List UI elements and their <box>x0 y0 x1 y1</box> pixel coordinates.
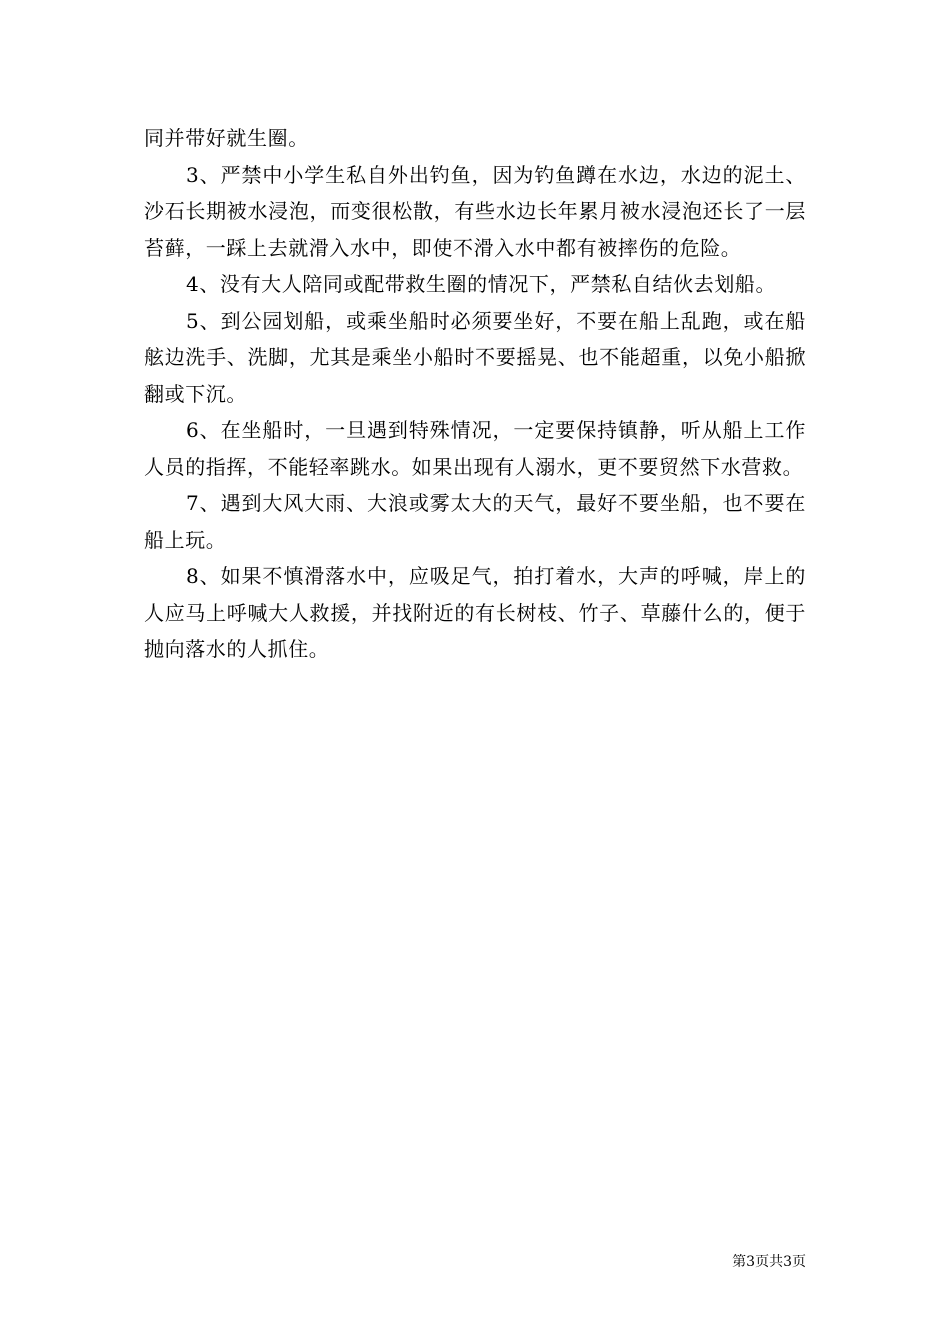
paragraph-item-8: 8、如果不慎滑落水中，应吸足气，拍打着水，大声的呼喊，岸上的人应马上呼喊大人救援，并找附近的有长树枝、竹子、草藤什么的，便于抛向落水的人抓住。 <box>144 564 806 661</box>
page-footer <box>732 1254 806 1270</box>
paragraph-continuation: 同并带好就生圈。 <box>144 126 309 150</box>
paragraph-item-7: 7、遇到大风大雨、大浪或雾太大的天气，最好不要坐船，也不要在船上玩。 <box>144 491 806 552</box>
paragraph-item-4: 4、没有大人陪同或配带救生圈的情况下，严禁私自结伙去划船。 <box>186 272 777 296</box>
page-number: 第3页共3页 <box>732 1254 806 1270</box>
paragraph-item-5: 5、到公园划船，或乘坐船时必须要坐好，不要在船上乱跑，或在船舷边洗手、洗脚，尤其是乘坐小船时不要摇晃、也不能超重，以免小船掀翻或下沉。 <box>144 308 806 406</box>
paragraph-item-6: 6、在坐船时，一旦遇到特殊情况，一定要保持镇静，听从船上工作人员的指挥，不能轻率跳水。如果出现有人溺水，更不要贸然下水营救。 <box>144 418 806 479</box>
document-body <box>144 120 806 668</box>
paragraph-item-3: 3、严禁中小学生私自外出钓鱼，因为钓鱼蹲在水边，水边的泥土、沙石长期被水浸泡，而变很松散，有些水边长年累月被水浸泡还长了一层苔藓，一踩上去就滑入水中，即使不滑入水中都有被摔伤的危险。 <box>144 162 806 260</box>
